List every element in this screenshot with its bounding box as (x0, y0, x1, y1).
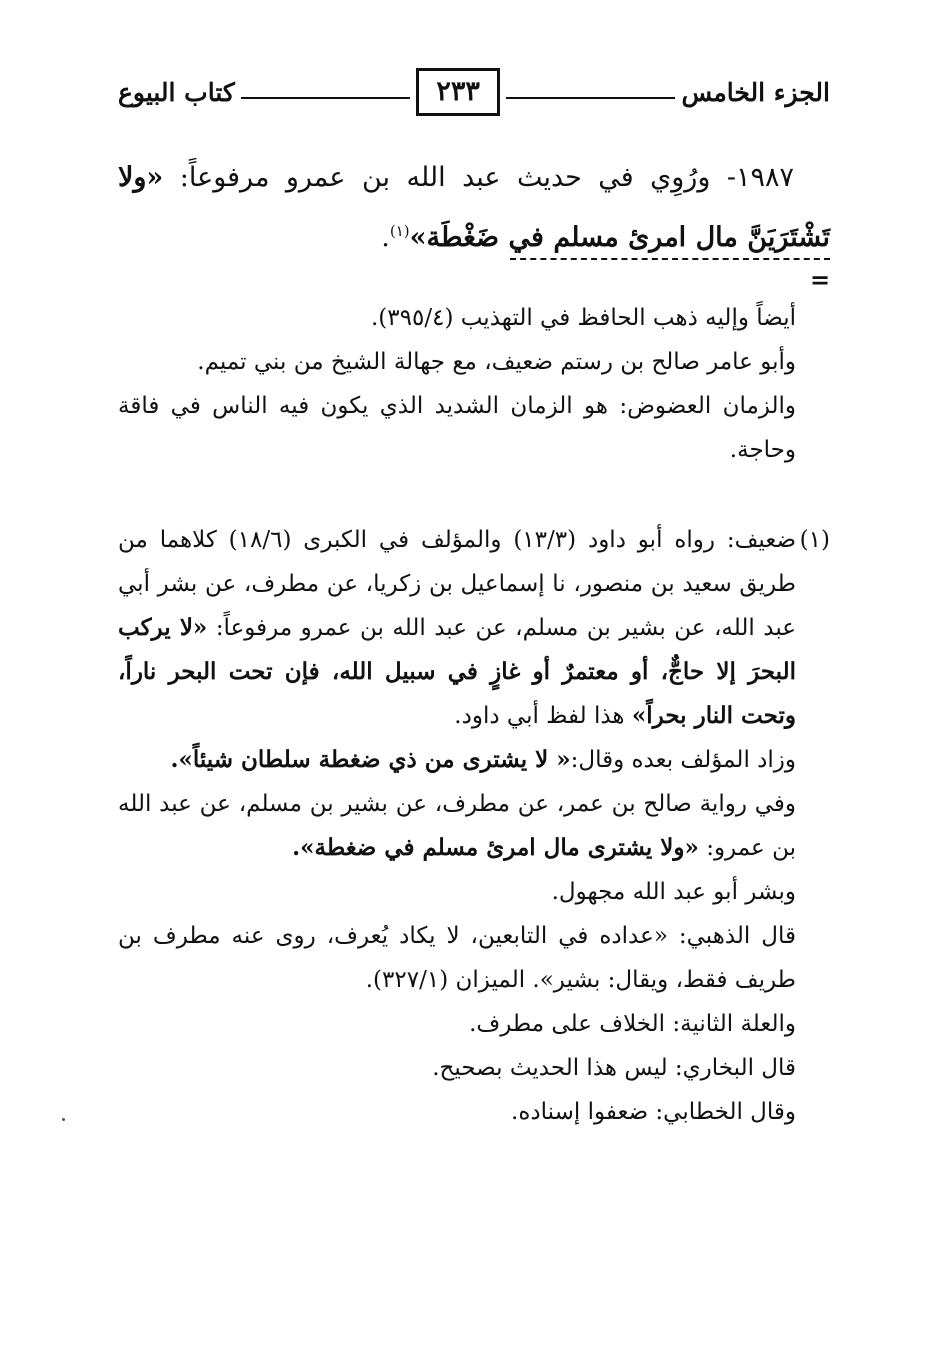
footnote-1 (118, 518, 830, 1134)
footnote-paragraph (118, 738, 796, 782)
footnote-text: هذا لفظ أبي داود. (454, 703, 625, 729)
footnote-text: وفي رواية صالح بن عمر، عن مطرف، عن بشير بن مسلم، عن عبد الله بن عمرو: (118, 791, 796, 861)
continuation-mark: = (810, 265, 831, 294)
book-title: كتاب البيوع (118, 77, 235, 107)
header-rule-right (506, 97, 675, 99)
footnote-quote: «لا يركب البحرَ إلا حاجٌّ، أو معتمرٌ أو غازٍ في سبيل الله، فإن تحت البحر ناراً، وتحت النار بحراً» (118, 614, 796, 729)
previous-footnote-continuation (118, 296, 796, 472)
hadith-end: . (381, 222, 390, 253)
continuation-line: أيضاً وإليه ذهب الحافظ في التهذيب (٣٩٥/٤). (370, 305, 796, 331)
hadith-entry (118, 148, 830, 268)
footnote-text: وزاد المؤلف بعده وقال: (570, 747, 796, 773)
header-rule-left (241, 97, 410, 99)
footnote-quote: « لا يشترى من ذي ضغطة سلطان شيئاً». (170, 746, 571, 773)
footnote-paragraph: والعلة الثانية: الخلاف على مطرف. (469, 1011, 796, 1037)
continuation-line: والزمان العضوض: هو الزمان الشديد الذي يكون فيه الناس في فاقة وحاجة. (118, 393, 796, 463)
footnote-paragraph: وقال الخطابي: ضعفوا إسناده. (511, 1099, 796, 1125)
footnote-paragraph (118, 518, 796, 738)
footnote-marker: (١) (799, 527, 830, 553)
footnote-body (118, 518, 796, 1134)
hadith-quote: «ولا تَشْتَرَيَنَّ مال امرئ مسلم في ضَغْطَة» (118, 162, 830, 253)
continuation-line: وأبو عامر صالح بن رستم ضعيف، مع جهالة الشيخ من بني تميم. (197, 349, 796, 375)
footnote-paragraph: قال البخاري: ليس هذا الحديث بصحيح. (432, 1055, 796, 1081)
footnote-paragraph: وبشر أبو عبد الله مجهول. (551, 879, 796, 905)
hadith-number: ١٩٨٧- (726, 162, 794, 193)
footnote-quote: «ولا يشترى مال امرئ مسلم في ضغطة». (292, 834, 699, 861)
footnote-text: ضعيف: رواه أبو داود (١٣/٣) والمؤلف في الكبرى (١٨/٦) كلاهما من طريق سعيد بن منصور، نا إسماعيل بن زكريا، عن مطرف، عن بشر أبي عبد الله، عن بشير بن مسلم، عن عبد الله بن عمرو مرفوعاً: (118, 527, 796, 641)
footnote-reference: (١) (389, 222, 410, 240)
page-number: ٢٣٣ (416, 68, 500, 116)
footnote-paragraph (118, 782, 796, 870)
running-header (118, 66, 830, 118)
footnote-paragraph: قال الذهبي: «عداده في التابعين، لا يكاد يُعرف، روى عنه مطرف بن طريف فقط، ويقال: بشير». الميزان (٣٢٧/١). (118, 923, 796, 993)
hadith-intro: ورُوِي في حديث عبد الله بن عمرو مرفوعاً: (179, 162, 711, 193)
volume-label: الجزء الخامس (681, 77, 830, 107)
footnote-separator (510, 258, 830, 260)
scan-speck (62, 1118, 65, 1121)
